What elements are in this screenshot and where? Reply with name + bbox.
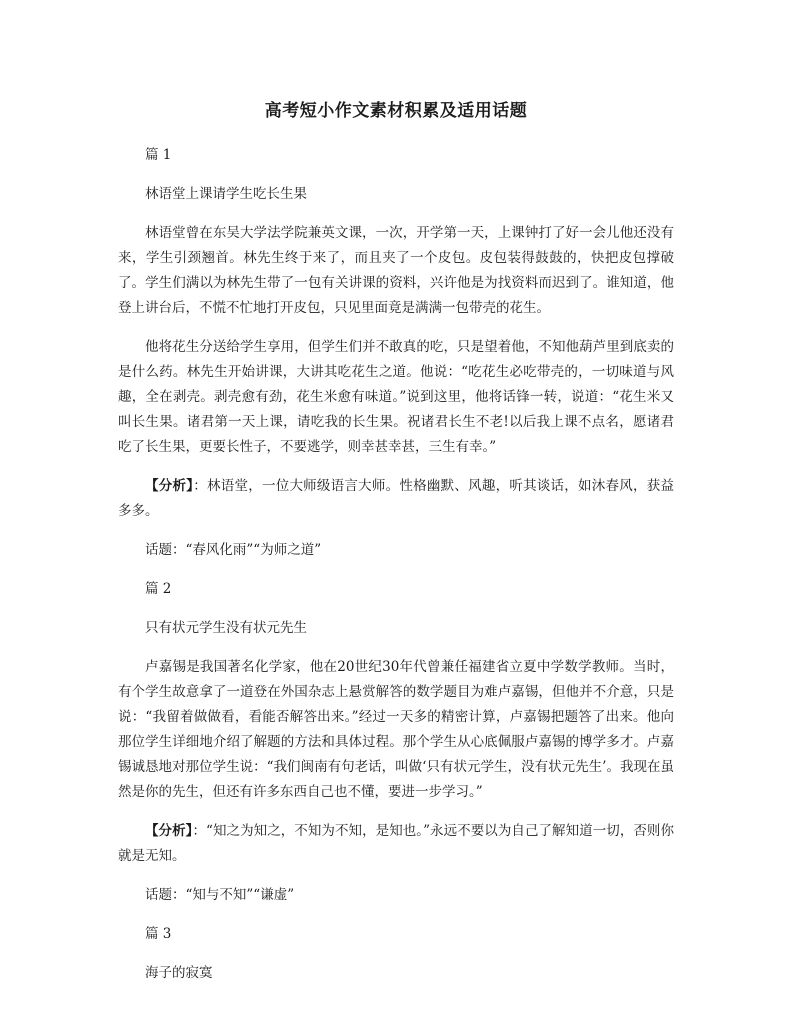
section-3-heading: 海子的寂寞 <box>145 965 213 981</box>
analysis-text: ：林语堂，一位大师级语言大师。性格幽默、风趣，听其谈话，如沐春风，获益多多。 <box>118 478 675 519</box>
analysis-label: 【分析】 <box>145 478 194 494</box>
section-1-label: 篇 1 <box>145 147 172 163</box>
section-2-heading: 只有状元学生没有状元先生 <box>145 620 307 636</box>
document-title: 高考短小作文素材积累及适用话题 <box>264 101 528 121</box>
section-1-paragraph-2: 他将花生分送给学生享用，但学生们并不敢真的吃，只是望着他，不知他葫芦里到底卖的是什么药。林先生开始讲课，大讲其吃花生之道。他说：“吃花生必吃带壳的，一切味道与风趣，全在剥壳。剥壳愈有劲，花生米愈有味道。”说到这里，他将话锋一转，说道：“花生米又叫长生果。诸君第一天上课，请吃我的长生果。祝诸君长生不老!以后我上课不点名，愿诸君吃了长生果，更要长性子，不要逃学，则幸甚幸甚，三生有幸。” <box>118 339 674 455</box>
section-2-paragraph-1: 卢嘉锡是我国著名化学家，他在20世纪30年代曾兼任福建省立夏中学数学教师。当时，有个学生故意拿了一道登在外国杂志上悬赏解答的数学题目为难卢嘉锡，但他并不介意，只是说：“我留着做做看，看能否解答出来。”经过一天多的精密计算，卢嘉锡把题答了出来。他向那位学生详细地介绍了解题的方法和具体过程。那个学生从心底佩服卢嘉锡的博学多才。卢嘉锡诚恳地对那位学生说：“我们闽南有句老话，叫做‘只有状元学生，没有状元先生’。我现在虽然是你的先生，但还有许多东西自己也不懂，要进一步学习。” <box>118 659 674 800</box>
section-2-label: 篇 2 <box>145 581 172 597</box>
section-1-heading: 林语堂上课请学生吃长生果 <box>145 186 307 202</box>
analysis-text: ：“知之为知之，不知为不知，是知也。”永远不要以为自己了解知道一切，否则你就是无知。 <box>118 823 674 864</box>
section-1-topic: 话题：“春风化雨”“为师之道” <box>145 542 322 558</box>
analysis-label: 【分析】 <box>145 823 193 839</box>
section-1-paragraph-1: 林语堂曾在东吴大学法学院兼英文课，一次，开学第一天，上课钟打了好一会儿他还没有来，学生引颈翘首。林先生终于来了，而且夹了一个皮包。皮包装得鼓鼓的，快把皮包撑破了。学生们满以为林先生带了一包有关讲课的资料，兴许他是为找资料而迟到了。谁知道，他登上讲台后，不慌不忙地打开皮包，只见里面竟是满满一包带壳的花生。 <box>118 225 674 316</box>
section-2-topic: 话题：“知与不知”“谦虚” <box>145 887 295 903</box>
section-3-label: 篇 3 <box>145 926 172 942</box>
section-2-analysis <box>118 819 674 869</box>
section-1-analysis <box>118 474 674 524</box>
